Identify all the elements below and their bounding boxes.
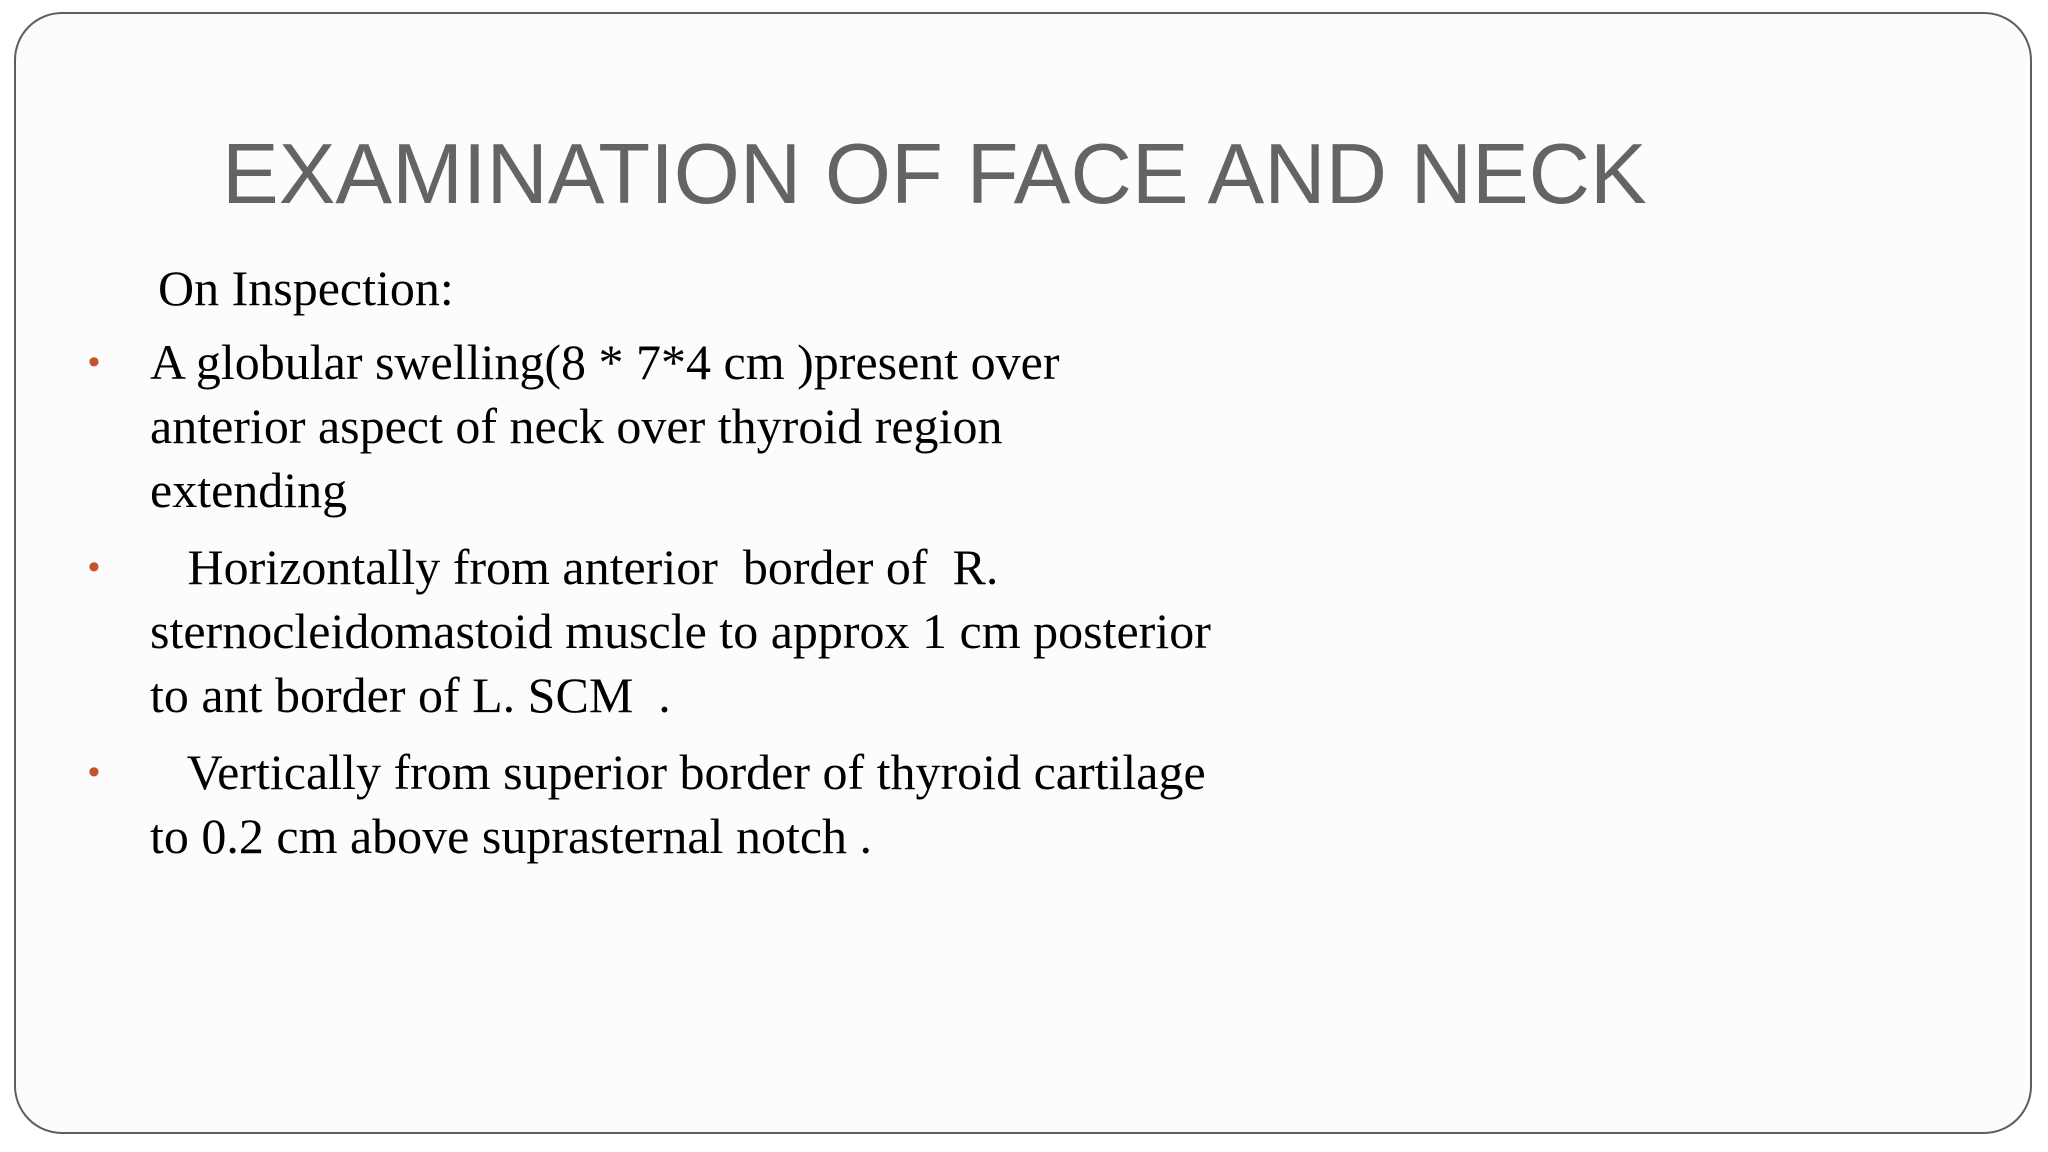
bullet-item-3 bbox=[88, 740, 1211, 868]
bullet-dot-icon: • bbox=[88, 753, 100, 791]
bullet-2-line-1: Horizontally from anterior border of R. bbox=[150, 539, 999, 595]
bullet-dot-icon: • bbox=[88, 343, 100, 381]
bullet-1-line-1: A globular swelling(8 * 7*4 cm )present over bbox=[150, 334, 1060, 390]
bullet-list bbox=[88, 330, 1211, 868]
bullet-1-line-3: extending bbox=[150, 462, 348, 518]
bullet-3-line-2: to 0.2 cm above suprasternal notch . bbox=[150, 808, 873, 864]
bullet-3-line-1: Vertically from superior border of thyroid cartilage bbox=[150, 744, 1206, 800]
bullet-item-1 bbox=[88, 330, 1211, 522]
bullet-2-line-3: to ant border of L. SCM . bbox=[150, 667, 671, 723]
bullet-2-line-2: sternocleidomastoid muscle to approx 1 cm posterior bbox=[150, 603, 1211, 659]
bullet-1-line-2: anterior aspect of neck over thyroid region bbox=[150, 398, 1003, 454]
bullet-dot-icon: • bbox=[88, 548, 100, 586]
bullet-item-2 bbox=[88, 535, 1211, 727]
slide-title: EXAMINATION OF FACE AND NECK bbox=[222, 127, 1647, 222]
subheading: On Inspection: bbox=[158, 260, 454, 316]
